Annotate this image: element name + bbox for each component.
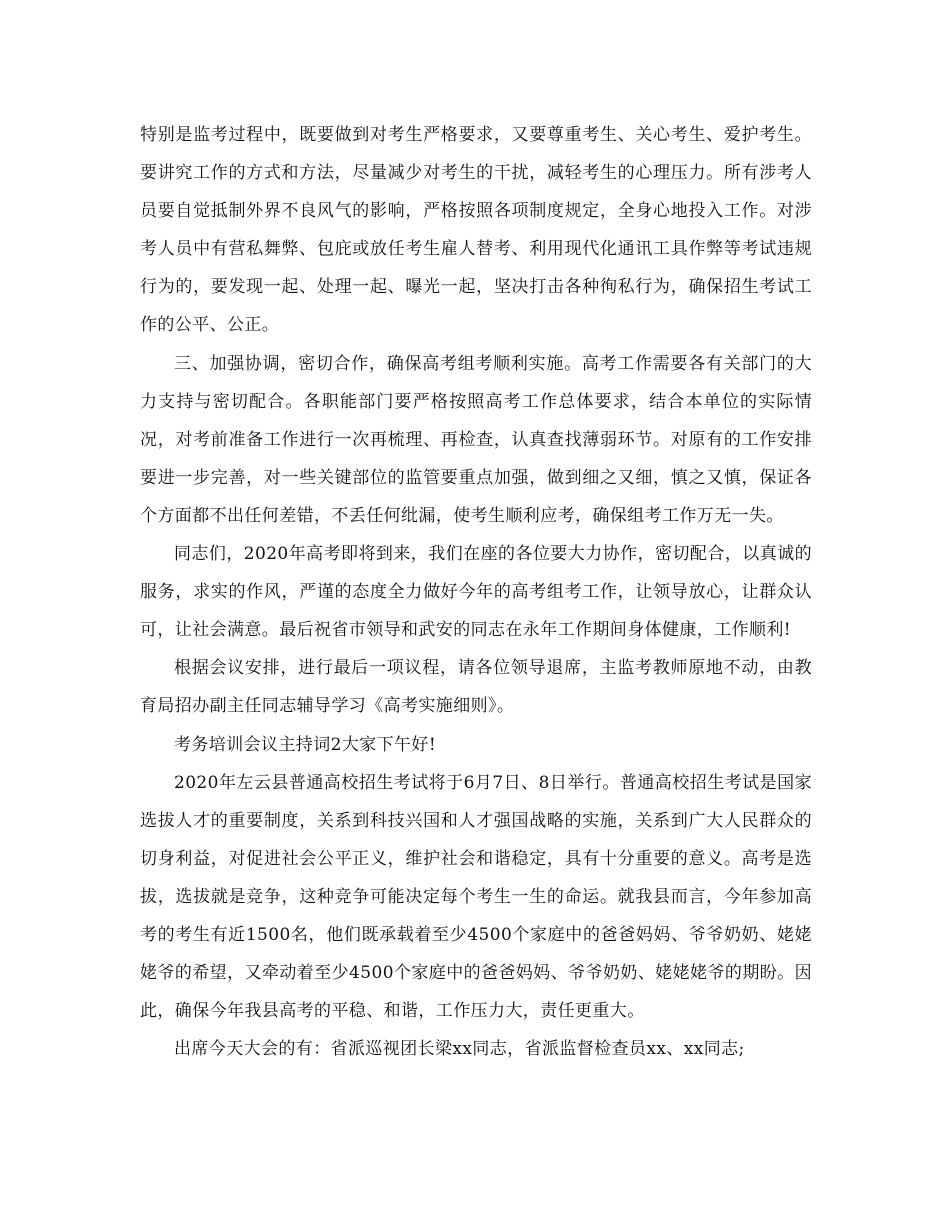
paragraph-3: 同志们，2020年高考即将到来，我们在座的各位要大力协作，密切配合，以真诚的服务，求实的作风，严谨的态度全力做好今年的高考组考工作，让领导放心，让群众认可，让社会满意。最后祝省市领导和武安的同志在永年工作期间身体健康，工作顺利! xyxy=(140,544,812,641)
paragraph-4: 根据会议安排，进行最后一项议程，请各位领导退席，主监考教师原地不动，由教育局招办副主任同志辅导学习《高考实施细则》。 xyxy=(140,658,812,717)
paragraph-5: 考务培训会议主持词2大家下午好! xyxy=(174,734,437,755)
paragraph-1: 特别是监考过程中，既要做到对考生严格要求，又要尊重考生、关心考生、爱护考生。要讲究工作的方式和方法，尽量减少对考生的干扰，减轻考生的心理压力。所有涉考人员要自觉抵制外界不良风气的影响，严格按照各项制度规定，全身心地投入工作。对涉考人员中有营私舞弊、包庇或放任考生雇人替考、利用现代化通讯工具作弊等考试违规行为的，要发现一起、处理一起、曝光一起，坚决打击各种徇私行为，确保招生考试工作的公平、公正。 xyxy=(140,125,812,336)
paragraph-6: 2020年左云县普通高校招生考试将于6月7日、8日举行。普通高校招生考试是国家选拔人才的重要制度，关系到科技兴国和人才强国战略的实施，关系到广大人民群众的切身利益，对促进社会公平正义，维护社会和谐稳定，具有十分重要的意义。高考是选拔，选拔就是竞争，这种竞争可能决定每个考生一生的命运。就我县而言，今年参加高考的考生有近1500名，他们既承载着至少4500个家庭中的爸爸妈妈、爷爷奶奶、姥姥姥爷的希望，又牵动着至少4500个家庭中的爸爸妈妈、爷爷奶奶、姥姥姥爷的期盼。因此，确保今年我县高考的平稳、和谐，工作压力大，责任更重大。 xyxy=(140,772,812,1022)
paragraph-7: 出席今天大会的有：省派巡视团长梁xx同志，省派监督检查员xx、xx同志; xyxy=(174,1039,745,1060)
document-body xyxy=(140,116,812,1068)
paragraph-2: 三、加强协调，密切合作，确保高考组考顺利实施。高考工作需要各有关部门的大力支持与密切配合。各职能部门要严格按照高考工作总体要求，结合本单位的实际情况，对考前准备工作进行一次再梳理、再检查，认真查找薄弱环节。对原有的工作安排要进一步完善，对一些关键部位的监管要重点加强，做到细之又细，慎之又慎，保证各个方面都不出任何差错，不丢任何纰漏，使考生顺利应考，确保组考工作万无一失。 xyxy=(140,353,812,526)
